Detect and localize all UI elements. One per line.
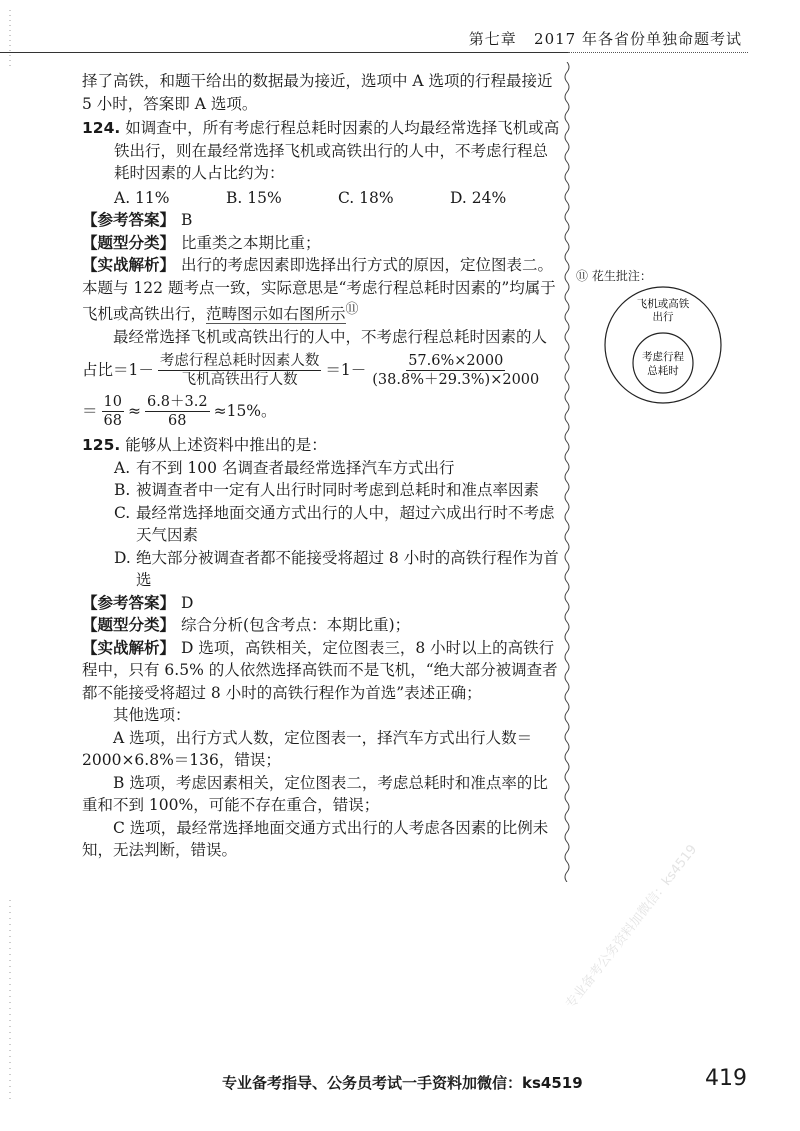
q125-option-c xyxy=(114,502,562,547)
side-annotation-label: ⑪ 花生批注： xyxy=(576,269,652,283)
outer-label-1: 飞机或高铁 xyxy=(636,298,690,310)
formula-line-2 xyxy=(82,393,562,430)
q124-category-row xyxy=(82,232,562,255)
option-text: 最经常选择地面交通方式出行的人中，超过六成出行时不考虑天气因素 xyxy=(136,503,555,545)
header-title: 2017 年各省份单独命题考试 xyxy=(534,30,742,48)
q125-options xyxy=(82,457,562,592)
option-letter: A. xyxy=(114,458,131,477)
fraction-1-numerator: 考虑行程总耗时因素人数 xyxy=(159,353,320,370)
venn-diagram xyxy=(601,283,725,407)
header-dotted-rule xyxy=(568,52,748,53)
q125-analysis-a: A 选项，出行方式人数，定位图表一，择汽车方式出行人数＝2000×6.8%＝136，错误； xyxy=(82,728,533,770)
option-text: 绝大部分被调查者都不能接受将超过 8 小时的高铁行程作为首选 xyxy=(136,548,559,590)
chapter-label: 第七章 xyxy=(468,30,517,48)
option-text: 被调查者中一定有人出行时同时考虑到总耗时和准点率因素 xyxy=(136,481,540,500)
q124-answer-row xyxy=(82,209,562,232)
q124-analysis-text: 出行的考虑因素即选择出行方式的原因，定位图表二。本题与 122 题考点一致，实际意思是“考虑行程总耗时因素的”均属于飞机或高铁出行， xyxy=(82,256,556,324)
fraction-2-denominator: (38.8%＋29.3%)×2000 xyxy=(372,372,540,389)
analysis-tag: 【实战解析】 xyxy=(82,638,176,657)
main-text xyxy=(82,70,562,862)
page-footer: 专业备考指导、公务员考试一手资料加微信：ks4519 xyxy=(222,1074,583,1092)
formula-prefix-2: ＝1－ xyxy=(325,361,367,380)
margin-wavy-line xyxy=(562,62,572,882)
q125-stem xyxy=(82,434,562,457)
page-number: 419 xyxy=(705,1066,747,1091)
q125-option-d xyxy=(114,547,562,592)
handwritten-note: 范畴图示如右图所示 xyxy=(206,305,346,324)
q124-option-c: C. 18% xyxy=(338,188,394,207)
q124-stem xyxy=(82,117,562,185)
inner-circle xyxy=(633,333,693,393)
category-tag: 【题型分类】 xyxy=(82,233,176,252)
inner-label-1: 考虑行程 xyxy=(642,351,684,363)
watermark: 专业备考公务资料加微信：ks4519 xyxy=(563,842,701,1012)
formula-result: ≈15%。 xyxy=(213,402,277,421)
q125-analysis-text: D 选项，高铁相关，定位图表三，8 小时以上的高铁行程中，只有 6.5% 的人依然选择高铁而不是飞机，“绝大部分被调查者都不能接受将超过 8 小时的高铁行程作为首选”表述正确； xyxy=(82,638,558,702)
q124-options xyxy=(82,187,562,210)
fraction-3 xyxy=(102,393,124,430)
fraction-4 xyxy=(145,393,210,430)
option-letter: C. xyxy=(114,503,131,522)
question-124 xyxy=(82,117,562,430)
q124-option-a: A. 11% xyxy=(114,188,170,207)
fraction-3-numerator: 10 xyxy=(103,394,122,411)
q124-stem-text: 如调查中，所有考虑行程总耗时因素的人均最经常选择飞机或高铁出行，则在最经常选择飞机或高铁出行的人中，不考虑行程总耗时因素的人占比约为： xyxy=(114,119,560,182)
q125-option-a xyxy=(114,457,562,480)
fraction-1-denominator: 飞机高铁出行人数 xyxy=(181,372,298,389)
question-125 xyxy=(82,434,562,862)
q125-analysis-b: B 选项，考虑因素相关，定位图表二，考虑总耗时和准点率的比重和不到 100%，可能不存在重合，错误； xyxy=(82,773,548,815)
fraction-4-numerator: 6.8＋3.2 xyxy=(146,394,208,411)
fraction-4-denominator: 68 xyxy=(168,413,187,430)
q124-option-b: B. 15% xyxy=(226,188,282,207)
continuation-paragraph: 择了高铁，和题干给出的数据最为接近，选项中 A 选项的行程最接近 5 小时，答案即 A 选项。 xyxy=(82,72,553,113)
formula-prefix-4: ≈ xyxy=(127,402,141,421)
q125-answer: D xyxy=(181,593,194,612)
footnote-marker: ⑪ xyxy=(345,302,359,317)
outer-label-2: 出行 xyxy=(652,311,674,323)
binding-dots-top xyxy=(6,10,14,70)
q125-stem-text: 能够从上述资料中推出的是： xyxy=(125,436,327,455)
formula-prefix-3: ＝ xyxy=(82,402,98,421)
q124-category: 比重类之本期比重； xyxy=(181,233,321,252)
category-tag: 【题型分类】 xyxy=(82,616,176,635)
q125-answer-row xyxy=(82,592,562,615)
q124-analysis xyxy=(82,254,562,326)
q125-category: 综合分析(包含考点：本期比重)； xyxy=(181,616,411,635)
q124-number: 124. xyxy=(82,119,121,137)
fraction-1 xyxy=(158,352,322,389)
q125-analysis-c: C 选项，最经常选择地面交通方式出行的人考虑各因素的比例未知，无法判断，错误。 xyxy=(82,818,549,860)
header-rule xyxy=(0,52,568,53)
q125-analysis xyxy=(82,637,562,705)
formula-prefix-1: 占比＝1－ xyxy=(82,361,154,380)
q125-number: 125. xyxy=(82,436,121,455)
q125-others: 其他选项： xyxy=(113,706,191,725)
option-letter: B. xyxy=(114,481,131,500)
answer-tag: 【参考答案】 xyxy=(82,593,176,612)
analysis-tag: 【实战解析】 xyxy=(82,256,176,274)
fraction-2 xyxy=(370,352,541,389)
option-letter: D. xyxy=(114,548,131,567)
q124-answer: B xyxy=(181,211,193,229)
q125-category-row xyxy=(82,614,562,637)
inner-label-2: 总耗时 xyxy=(647,365,679,377)
fraction-2-numerator: 57.6%×2000 xyxy=(408,353,504,370)
q125-option-b xyxy=(114,479,562,502)
answer-tag: 【参考答案】 xyxy=(82,211,176,229)
page-header xyxy=(469,28,742,49)
q124-option-d: D. 24% xyxy=(450,188,507,207)
binding-dots-bottom xyxy=(6,900,14,1100)
fraction-3-denominator: 68 xyxy=(103,413,122,430)
formula-line-1 xyxy=(82,352,562,389)
q124-analysis-2: 最经常选择飞机或高铁出行的人中，不考虑行程总耗时因素的人 xyxy=(113,327,548,346)
option-text: 有不到 100 名调查者最经常选择汽车方式出行 xyxy=(136,458,455,477)
